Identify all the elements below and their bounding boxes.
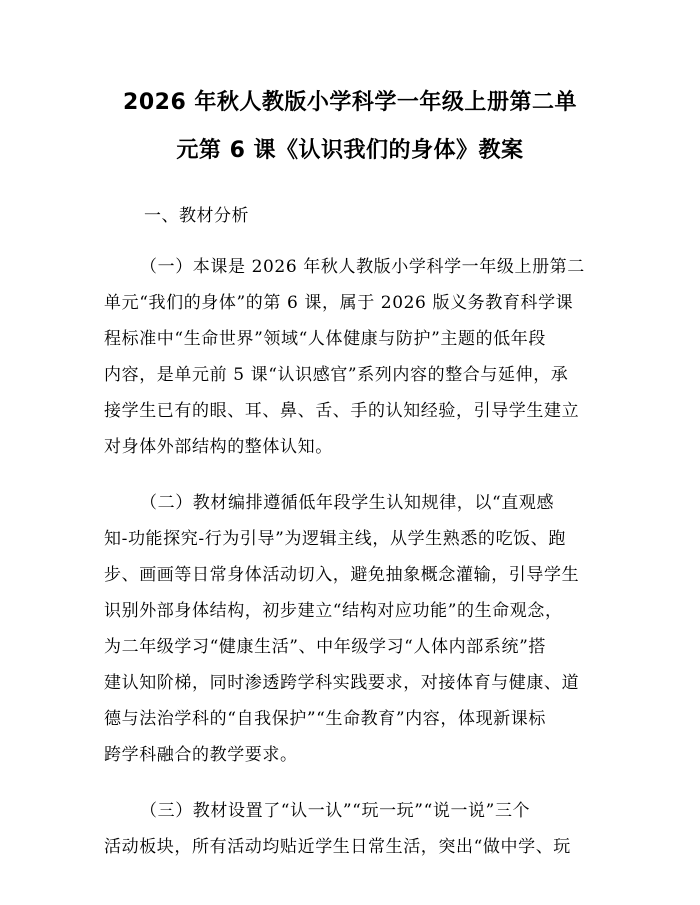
paragraph-line: 接学生已有的眼、耳、鼻、舌、手的认知经验，引导学生建立 [104, 401, 580, 421]
paragraph-2 [104, 485, 596, 773]
paragraph-line: 建认知阶梯，同时渗透跨学科实践要求，对接体育与健康、道 [104, 673, 580, 693]
paragraph-line: 内容，是单元前 5 课“认识感官”系列内容的整合与延伸，承 [104, 365, 569, 385]
paragraph-line: 程标准中“生命世界”领域“人体健康与防护”主题的低年段 [104, 329, 546, 349]
paragraph-line: 对身体外部结构的整体认知。 [104, 437, 333, 457]
paragraph-line: 德与法治学科的“自我保护”“生命教育”内容，体现新课标 [104, 709, 546, 729]
paragraph-line: 知-功能探究-行为引导”为逻辑主线，从学生熟悉的吃饭、跑 [104, 529, 566, 549]
paragraph-1 [104, 249, 596, 465]
paragraph-line: （二）教材编排遵循低年段学生认知规律，以“直观感 [140, 493, 555, 513]
paragraph-line: （三）教材设置了“认一认”“玩一玩”“说一说”三个 [140, 801, 531, 821]
document-title [104, 79, 596, 175]
paragraph-line: 跨学科融合的教学要求。 [104, 745, 298, 765]
paragraph-line: 单元“我们的身体”的第 6 课，属于 2026 版义务教育科学课 [104, 293, 574, 313]
title-line-1: 2026 年秋人教版小学科学一年级上册第二单 [123, 90, 577, 115]
paragraph-line: 步、画画等日常身体活动切入，避免抽象概念灌输，引导学生 [104, 565, 580, 585]
section-heading-materials-analysis: 一、教材分析 [144, 206, 249, 226]
paragraph-line: （一）本课是 2026 年秋人教版小学科学一年级上册第二 [140, 257, 585, 277]
paragraph-line: 识别外部身体结构，初步建立“结构对应功能”的生命观念， [104, 601, 563, 621]
paragraph-line: 为二年级学习“健康生活”、中年级学习“人体内部系统”搭 [104, 637, 546, 657]
title-line-2: 元第 6 课《认识我们的身体》教案 [176, 138, 524, 163]
paragraph-line: 活动板块，所有活动均贴近学生日常生活，突出“做中学、玩 [104, 837, 571, 857]
paragraph-3 [104, 793, 596, 865]
